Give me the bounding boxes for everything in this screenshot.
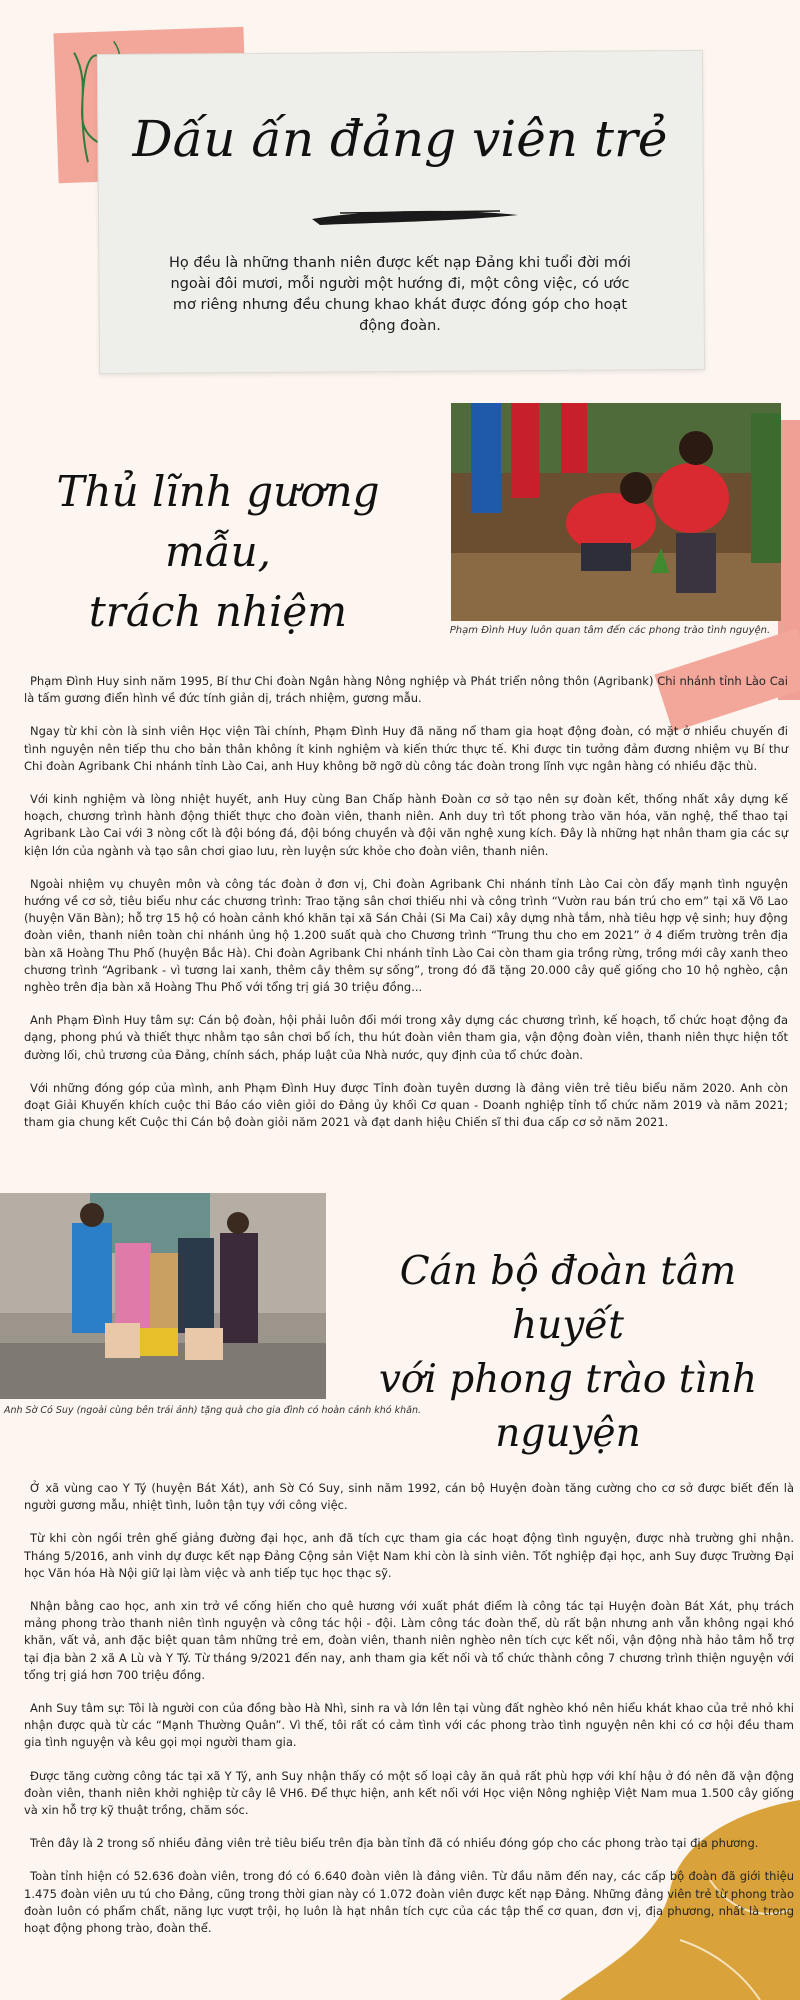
page-title: Dấu ấn đảng viên trẻ: [132, 110, 668, 168]
paragraph: Nhận bằng cao học, anh xin trở về cống hiến cho quê hương với xuất phát điểm là công tác tại Huyện đoàn Bát Xát, phụ trách mảng phong trào thanh niên tình nguyện và công tác hội - đội. Làm công tác đoàn thể, dù rất bận nhưng anh vẫn không ngại khó khăn, vất vả, anh đặc biệt quan tâm những trẻ em, đoàn viên, thanh niên nghèo nên tích cực kết nối, vận động nhà hảo tâm hỗ trợ tại địa bàn 2 xã A Lù và Y Tý. Từ tháng 9/2021 đến nay, anh tham gia kết nối và tổ chức thành công 7 chương trình thiện nguyện với tổng trị giá hơn 700 triệu đồng.: [24, 1599, 794, 1682]
section1-title-line: Thủ lĩnh gương mẫu,: [56, 467, 380, 576]
paragraph: Ngoài nhiệm vụ chuyên môn và công tác đoàn ở đơn vị, Chi đoàn Agribank Chi nhánh tỉnh Lào Cai còn đẩy mạnh tình nguyện hướng về cơ sở, tiêu biểu như các chương trình: Trao tặng sân chơi thiếu nhi và công trình “Vườn rau bán trú cho em” tại xã Võ Lao (huyện Văn Bàn); hỗ trợ 15 hộ có hoàn cảnh khó khăn tại xã Sán Chải (Si Ma Cai) xây dựng nhà tắm, nhà tiêu hợp vệ sinh; huy động đoàn viên, thanh niên toàn chi nhánh ủng hộ 1.200 suất quà cho Chương trình “Trung thu cho em 2021” ở 4 điểm trường trên địa bàn xã Hoàng Thu Phố (huyện Bắc Hà). Chi đoàn Agribank Chi nhánh tỉnh Lào Cai còn tham gia trồng rừng, trồng mới cây xanh theo chương trình “Agribank - vì tương lai xanh, thêm cây thêm sự sống”, trong đó đã tặng 20.000 cây quế giống cho 10 hộ nghèo, cận nghèo trên địa bàn xã Hoàng Thu Phố với tổng trị giá 30 triệu đồng...: [24, 876, 788, 995]
section2-body: [24, 1480, 794, 1953]
paragraph: Từ khi còn ngồi trên ghế giảng đường đại học, anh đã tích cực tham gia các hoạt động tình nguyện, được nhà trường ghi nhận. Tháng 5/2016, anh vinh dự được kết nạp Đảng Cộng sản Việt Nam khi còn là sinh viên. Tốt nghiệp đại học, anh Suy được Trường Đại học Văn hóa Hà Nội giữ lại làm việc và anh tiếp tục học thạc sỹ.: [24, 1531, 794, 1580]
paragraph: Anh Phạm Đình Huy tâm sự: Cán bộ đoàn, hội phải luôn đổi mới trong xây dựng các chương trình, kế hoạch, tổ chức hoạt động đa dạng, phong phú và thiết thực nhằm tạo sân chơi bổ ích, thu hút đoàn viên tham gia, vận động đoàn viên, thanh niên thực hiện tốt đường lối, chủ trương của Đảng, chính sách, pháp luật của Nhà nước, quy định của tổ chức đoàn.: [24, 1013, 788, 1062]
header-intro: Họ đều là những thanh niên được kết nạp Đảng khi tuổi đời mới ngoài đôi mươi, mỗi người một hướng đi, một công việc, có ước mơ riêng nhưng đều chung khao khát được đóng góp cho hoạt động đoàn.: [169, 255, 631, 334]
photo-tree-planting: [451, 403, 781, 621]
paragraph: Được tăng cường công tác tại xã Y Tý, anh Suy nhận thấy có một số loại cây ăn quả rất phù hợp với khí hậu ở đó nên đã vận động đoàn viên, thanh niên khởi nghiệp từ cây lê VH6. Để thực hiện, anh kết nối với Học viện Nông nghiệp Việt Nam mua 1.500 cây giống và xin hỗ trợ kỹ thuật trồng, chăm sóc.: [24, 1768, 794, 1818]
paragraph: Ở xã vùng cao Y Tý (huyện Bát Xát), anh Sờ Có Suy, sinh năm 1992, cán bộ Huyện đoàn tăng cường cho cơ sở được biết đến là người gương mẫu, nhiệt tình, luôn tận tụy với công việc.: [24, 1481, 794, 1513]
section1-title-line: trách nhiệm: [88, 587, 348, 636]
paragraph: Trên đây là 2 trong số nhiều đảng viên trẻ tiêu biểu trên địa bàn tỉnh đã có nhiều đóng góp cho các phong trào tại địa phương.: [30, 1836, 759, 1851]
tree-planting-illustration: [451, 403, 781, 621]
section2-title-line: với phong trào tình: [378, 1357, 758, 1402]
paragraph: Toàn tỉnh hiện có 52.636 đoàn viên, trong đó có 6.640 đoàn viên là đảng viên. Từ đầu năm đến nay, các cấp bộ đoàn đã giới thiệu 1.475 đoàn viên ưu tú cho Đảng, cũng trong thời gian này có 1.072 đoàn viên được kết nạp Đảng. Những đảng viên trẻ từ phong trào đoàn luôn có phẩm chất, năng lực vượt trội, họ luôn là hạt nhân tích cực của các tập thể cơ quan, đơn vị, địa phương, nhất là trong hoạt động phong trào, đoàn thể.: [24, 1869, 794, 1936]
paragraph: Với kinh nghiệm và lòng nhiệt huyết, anh Huy cùng Ban Chấp hành Đoàn cơ sở tạo nên sự đoàn kết, thống nhất xây dựng kế hoạch, chương trình hành động thiết thực cho đoàn viên, thanh niên. Anh duy trì tốt phong trào văn hóa, văn nghệ, thể thao tại Agribank Lào Cai với 3 nòng cốt là đội bóng đá, đội bóng chuyền và đội văn nghệ xung kích. Đây là những hạt nhân tham gia các sự kiện lớn của ngành và tạo sân chơi giao lưu, rèn luyện sức khỏe cho đoàn viên, thanh niên.: [24, 792, 788, 858]
photo-caption: Phạm Đình Huy luôn quan tâm đến các phong trào tình nguyện.: [449, 625, 771, 636]
brush-stroke-divider: [310, 205, 520, 227]
section1-title: [18, 462, 418, 642]
gift-giving-illustration: [0, 1193, 326, 1399]
section2-title-line: Cán bộ đoàn tâm huyết: [399, 1249, 737, 1348]
paragraph: Với những đóng góp của mình, anh Phạm Đình Huy được Tỉnh đoàn tuyên dương là đảng viên trẻ tiêu biểu năm 2020. Anh còn đoạt Giải Khuyến khích cuộc thi Báo cáo viên giỏi do Đảng ủy khối Cơ quan - Doanh nghiệp tỉnh tổ chức năm 2019 và năm 2021; tham gia chung kết Cuộc thi Cán bộ đoàn giỏi năm 2021 và đạt danh hiệu Chiến sĩ thi đua cấp cơ sở năm 2021.: [24, 1080, 788, 1130]
paragraph: Phạm Đình Huy sinh năm 1995, Bí thư Chi đoàn Ngân hàng Nông nghiệp và Phát triển nông thôn (Agribank) Chi nhánh tỉnh Lào Cai là tấm gương điển hình về đức tính giản dị, trách nhiệm, gương mẫu.: [24, 674, 788, 706]
photo-caption: Anh Sờ Có Suy (ngoài cùng bên trái ảnh) tặng quà cho gia đình có hoàn cảnh khó khăn.: [4, 1405, 421, 1416]
section2-title-line: nguyện: [495, 1411, 641, 1456]
paragraph: Anh Suy tâm sự: Tôi là người con của đồng bào Hà Nhì, sinh ra và lớn lên tại vùng đất nghèo khó nên hiểu khát khao của trẻ nhỏ khi nhận được quà từ các “Mạnh Thường Quân”. Vì thế, tôi rất có cảm tình với các phong trào tình nguyện nên khi có cơ hội đều tham gia tình nguyện và kêu gọi mọi người tham gia.: [24, 1701, 794, 1750]
photo-gift-giving: [0, 1193, 326, 1399]
section2-title: [340, 1245, 796, 1461]
section1-body: [24, 673, 788, 1147]
paragraph: Ngay từ khi còn là sinh viên Học viện Tài chính, Phạm Đình Huy đã năng nổ tham gia hoạt động đoàn, có mặt ở nhiều chuyến đi tình nguyện nên tiếp thu cho bản thân không ít kinh nghiệm và kiến thức thực tế. Khi được tin tưởng đảm đương nhiệm vụ Bí thư Chi đoàn Agribank Chi nhánh tỉnh Lào Cai, anh Huy không bỡ ngỡ dù công tác đoàn trong lĩnh vực ngân hàng có nhiều đặc thù.: [24, 724, 788, 773]
